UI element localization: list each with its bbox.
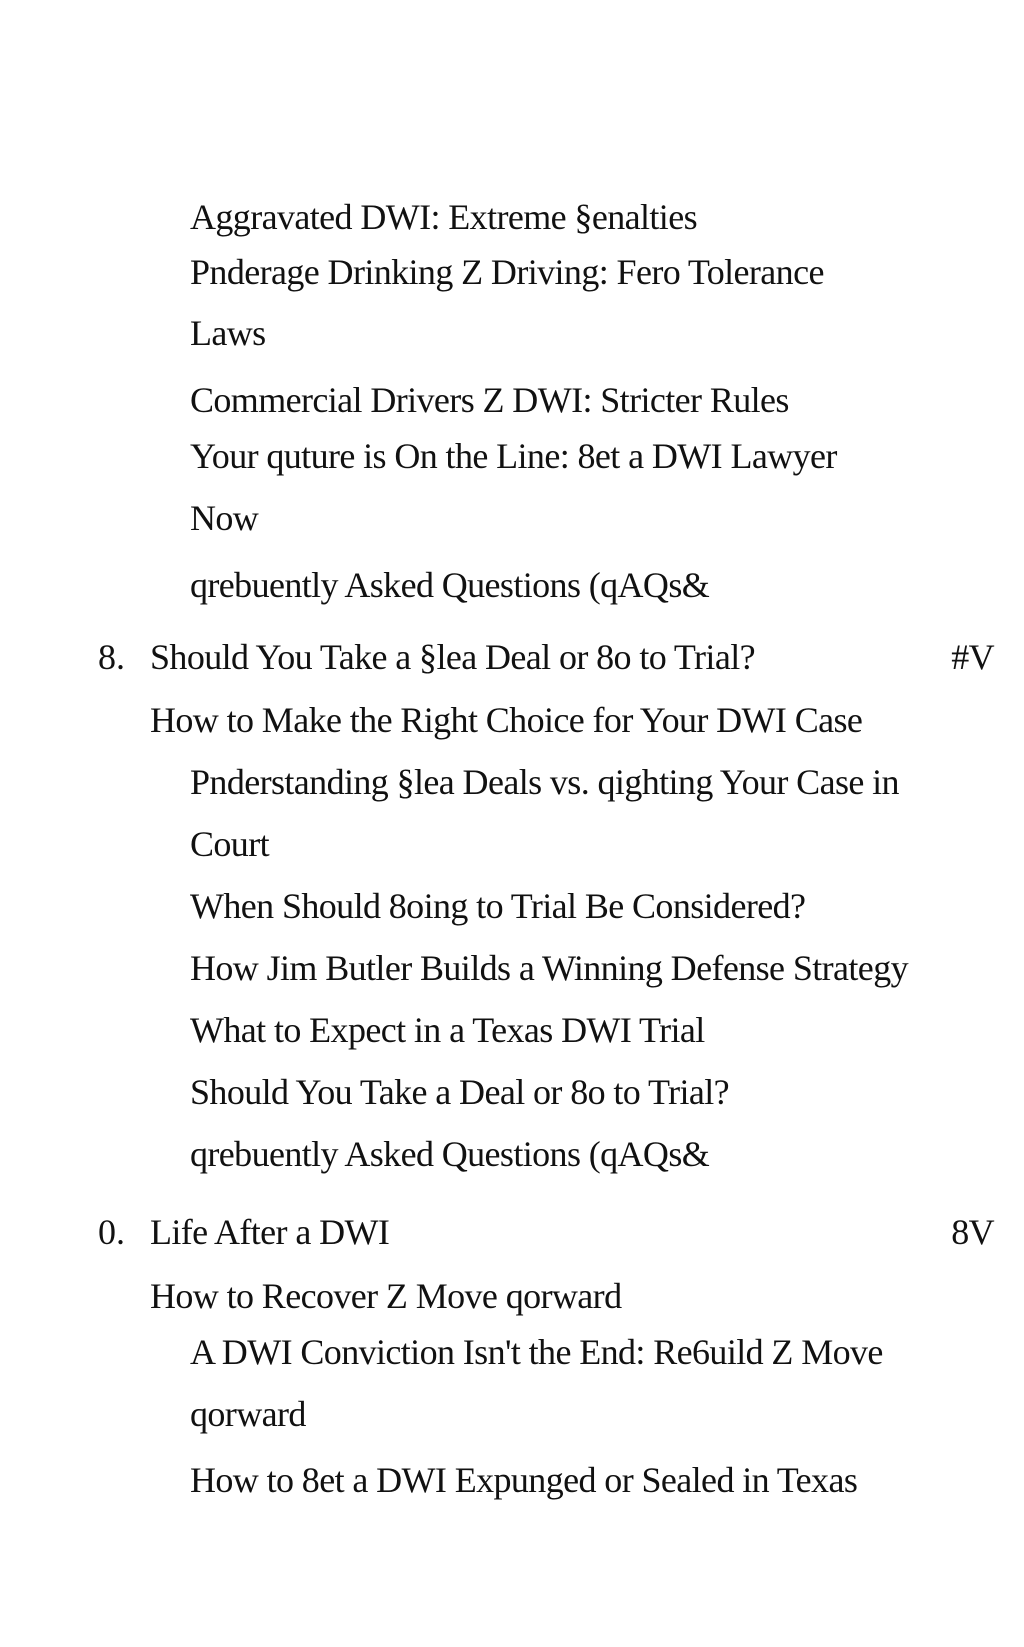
chapter-number: 0. — [98, 1212, 125, 1252]
chapter-title: Should You Take a §lea Deal or 8o to Trial? — [150, 637, 755, 677]
toc-subentry-continuation: Laws — [190, 313, 266, 353]
toc-subentry: Pnderstanding §lea Deals vs. qighting Your Case in — [190, 762, 899, 802]
toc-subentry: Commercial Drivers Z DWI: Stricter Rules — [190, 380, 789, 420]
chapter-page-number: 8V — [951, 1212, 994, 1252]
toc-subentry-continuation: Court — [190, 824, 270, 864]
toc-subentry-continuation: Now — [190, 498, 259, 538]
chapter-subtitle: How to Make the Right Choice for Your DWI Case — [150, 700, 863, 740]
toc-subentry: qrebuently Asked Questions (qAQs& — [190, 565, 710, 605]
toc-subentry: Aggravated DWI: Extreme §enalties — [190, 197, 697, 237]
toc-subentry: Pnderage Drinking Z Driving: Fero Tolerance — [190, 252, 824, 292]
chapter-page-number: #V — [951, 637, 994, 677]
toc-subentry: When Should 8oing to Trial Be Considered? — [190, 886, 806, 926]
chapter-subtitle: How to Recover Z Move qorward — [150, 1276, 622, 1316]
toc-subentry: Your quture is On the Line: 8et a DWI Lawyer — [190, 436, 837, 476]
toc-subentry: How to 8et a DWI Expunged or Sealed in Texas — [190, 1460, 858, 1500]
toc-subentry: qrebuently Asked Questions (qAQs& — [190, 1134, 710, 1174]
toc-subentry-continuation: qorward — [190, 1394, 306, 1434]
chapter-number: 8. — [98, 637, 125, 677]
toc-subentry: A DWI Conviction Isn't the End: Re6uild Z Move — [190, 1332, 883, 1372]
chapter-title: Life After a DWI — [150, 1212, 390, 1252]
toc-subentry: Should You Take a Deal or 8o to Trial? — [190, 1072, 730, 1112]
toc-subentry: How Jim Butler Builds a Winning Defense Strategy — [190, 948, 908, 988]
toc-subentry: What to Expect in a Texas DWI Trial — [190, 1010, 705, 1050]
